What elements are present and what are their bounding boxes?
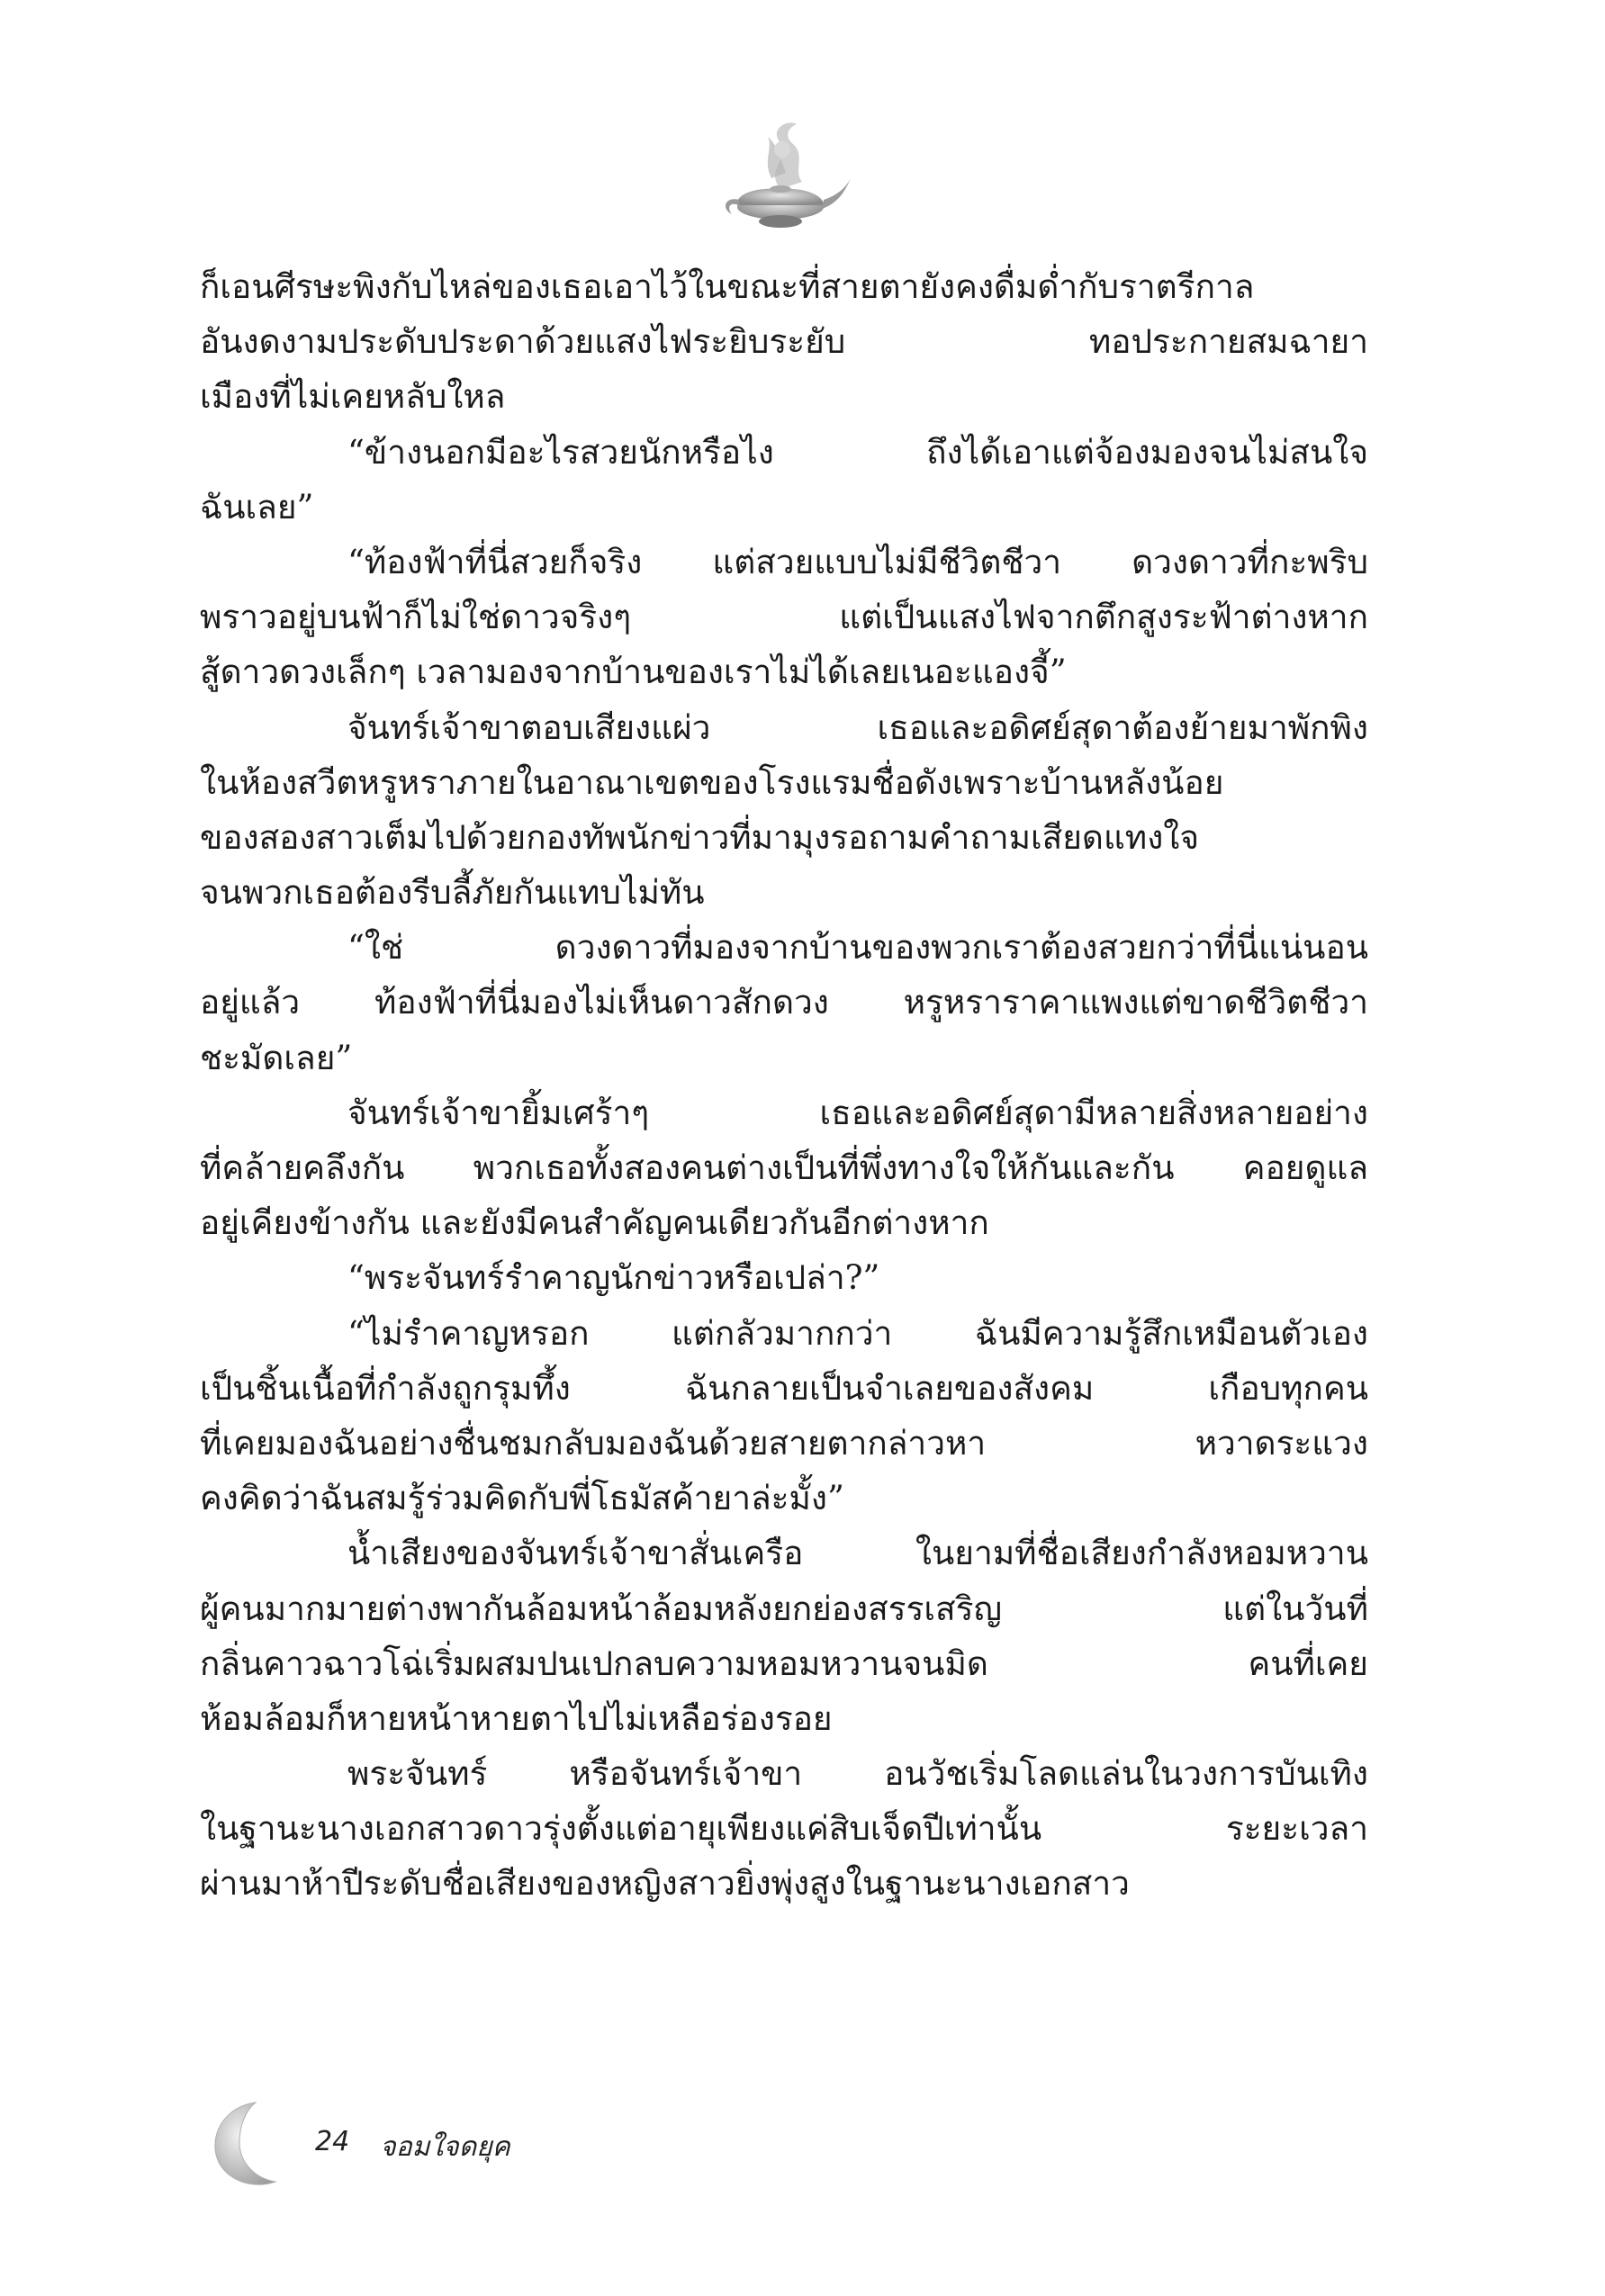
text-line: เมืองที่ไม่เคยหลับใหล [200, 377, 506, 417]
text-line: ในห้องสวีตหรูหราภายในอาณาเขตของโรงแรมชื่อดังเพราะบ้านหลังน้อย [200, 762, 1224, 802]
book-title: จอมใจดยุค [380, 2131, 510, 2163]
text-line: จันทร์เจ้าขาตอบเสียงแผ่ว เธอและอดิศย์สุดาต้องย้ายมาพักพิง [347, 707, 1368, 747]
crescent-moon-icon [200, 2095, 299, 2194]
text-line: พราวอยู่บนฟ้าก็ไม่ใช่ดาวจริงๆ แต่เป็นแสงไฟจากตึกสูงระฟ้าต่างหาก [200, 598, 1368, 637]
text-line: “ข้างนอกมีอะไรสวยนักหรือไง ถึงได้เอาแต่จ้องมองจนไม่สนใจ [347, 432, 1368, 472]
text-line: “ท้องฟ้าที่นี่สวยก็จริง แต่สวยแบบไม่มีชีวิตชีวา ดวงดาวที่กะพริบ [347, 542, 1368, 581]
text-line: สู้ดาวดวงเล็กๆ เวลามองจากบ้านของเราไม่ได้เลยเนอะแองจี้” [200, 653, 1067, 692]
text-line: ก็เอนศีรษะพิงกับไหล่ของเธอเอาไว้ในขณะที่สายตายังคงดื่มด่ำกับราตรีกาล [200, 267, 1255, 306]
body-text [200, 259, 1368, 1912]
text-line: ชะมัดเลย” [200, 1038, 353, 1077]
text-line: อยู่แล้ว ท้องฟ้าที่นี่มองไม่เห็นดาวสักดวง หรูหราราคาแพงแต่ขาดชีวิตชีวา [200, 983, 1368, 1022]
text-line: “ใช่ ดวงดาวที่มองจากบ้านของพวกเราต้องสวยกว่าที่นี่แน่นอน [347, 928, 1368, 968]
text-line: น้ำเสียงของจันทร์เจ้าขาสั่นเครือ ในยามที่ชื่อเสียงกำลังหอมหวาน [347, 1534, 1368, 1573]
text-line: ผู้คนมากมายต่างพากันล้อมหน้าล้อมหลังยกย่องสรรเสริญ แต่ในวันที่ [200, 1589, 1368, 1628]
text-line: ผ่านมาห้าปีระดับชื่อเสียงของหญิงสาวยิ่งพุ่งสูงในฐานะนางเอกสาว [200, 1864, 1130, 1904]
text-line: ห้อมล้อมก็หายหน้าหายตาไปไม่เหลือร่องรอย [200, 1698, 833, 1738]
text-line: พระจันทร์ หรือจันทร์เจ้าขา อนวัชเริ่มโลดแล่นในวงการบันเทิง [347, 1754, 1368, 1794]
text-line: คงคิดว่าฉันสมรู้ร่วมคิดกับพี่โธมัสค้ายาล่ะมั้ง” [200, 1479, 844, 1518]
text-line: อยู่เคียงข้างกัน และยังมีคนสำคัญคนเดียวกันอีกต่างหาก [200, 1203, 989, 1243]
text-line: ฉันเลย” [200, 487, 314, 527]
text-line: ของสองสาวเต็มไปด้วยกองทัพนักข่าวที่มามุงรอถามคำถามเสียดแทงใจ [200, 817, 1199, 857]
text-line: ที่คล้ายคลึงกัน พวกเธอทั้งสองคนต่างเป็นที่พึ่งทางใจให้กันและกัน คอยดูแล [200, 1148, 1368, 1187]
text-line: จนพวกเธอต้องรีบลี้ภัยกันแทบไม่ทัน [200, 873, 705, 913]
text-line: ที่เคยมองฉันอย่างชื่นชมกลับมองฉันด้วยสายตากล่าวหา หวาดระแวง [200, 1423, 1368, 1463]
text-line: เป็นชิ้นเนื้อที่กำลังถูกรุมทึ้ง ฉันกลายเป็นจำเลยของสังคม เกือบทุกคน [200, 1368, 1368, 1408]
text-line: “พระจันทร์รำคาญนักข่าวหรือเปล่า?” [347, 1258, 880, 1298]
text-line: ในฐานะนางเอกสาวดาวรุ่งตั้งแต่อายุเพียงแค่สิบเจ็ดปีเท่านั้น ระยะเวลา [200, 1809, 1368, 1849]
text-line: กลิ่นคาวฉาวโฉ่เริ่มผสมปนเปกลบความหอมหวานจนมิด คนที่เคย [200, 1643, 1368, 1683]
genie-lamp-icon [708, 106, 852, 241]
text-line: “ไม่รำคาญหรอก แต่กลัวมากกว่า ฉันมีความรู้สึกเหมือนตัวเอง [347, 1313, 1368, 1353]
text-line: อันงดงามประดับประดาด้วยแสงไฟระยิบระยับ ทอประกายสมฉายา [200, 322, 1368, 362]
text-line: จันทร์เจ้าขายิ้มเศร้าๆ เธอและอดิศย์สุดามีหลายสิ่งหลายอย่าง [347, 1093, 1368, 1132]
page-number: 24 [315, 2126, 350, 2157]
page-footer [200, 2095, 740, 2194]
